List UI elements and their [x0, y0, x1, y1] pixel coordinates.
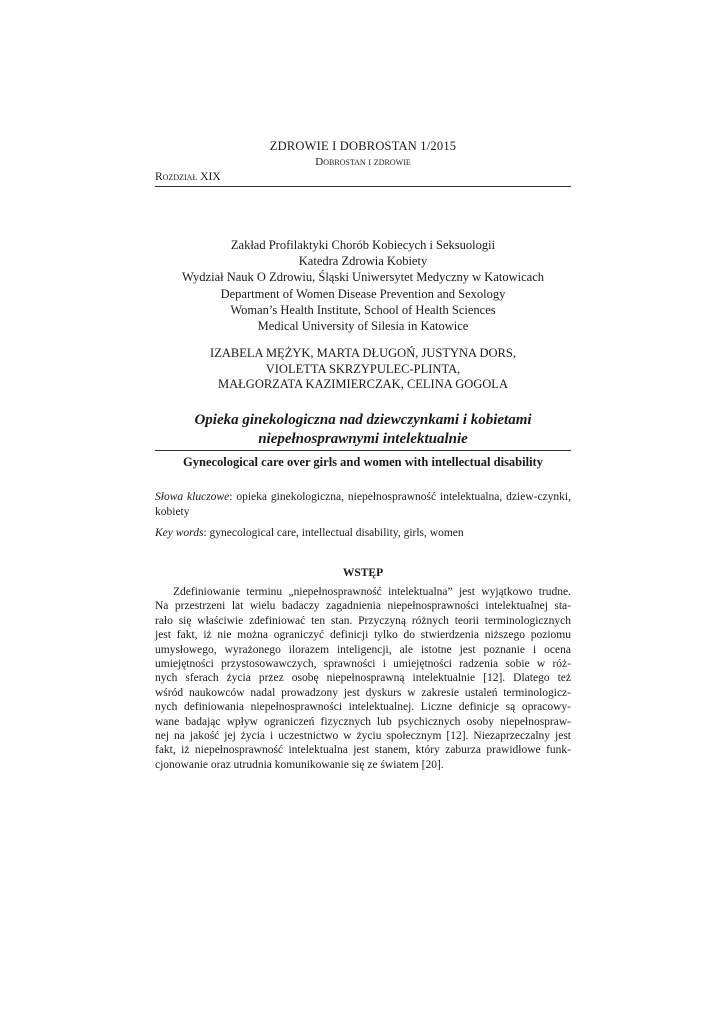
title-divider: [155, 450, 571, 451]
paragraph-line: cjonowanie oraz utrudnia komunikowanie się ze światem [20].: [155, 758, 444, 771]
article-title-english: Gynecological care over girls and women with intellectual disability: [183, 455, 543, 469]
affiliation-line: Zakład Profilaktyki Chorób Kobiecych i Seksuologii: [230, 238, 496, 252]
chapter-label: Rozdział XIX: [155, 171, 221, 183]
affiliation-line: Department of Women Disease Prevention and Sexology: [220, 286, 506, 301]
header-divider: [155, 186, 571, 187]
journal-subtitle: Dobrostan i zdrowie: [315, 156, 411, 168]
authors-block: [155, 346, 571, 393]
keywords-text: : opieka ginekologiczna, niepełnosprawność intelektualna, dziew-czynki, kobiety: [155, 491, 572, 518]
keywords-label: Key words: [155, 527, 204, 539]
body-paragraph: [155, 585, 571, 772]
paragraph-line: wśród naukowców nadal prowadzony jest dyskurs w zakresie ustaleń terminologicz-: [155, 686, 571, 699]
paragraph-line: fakt, iż niepełnosprawność intelektualna jest stanem, który zaburza prawidłowe funk-: [155, 744, 571, 757]
paragraph-line: Na przestrzeni lat wielu badaczy zagadnienia niepełnosprawności intelektualnej sta-: [155, 600, 571, 613]
affiliation-line: Medical University of Silesia in Katowice: [257, 319, 469, 334]
authors-line: IZABELA MĘŻYK, MARTA DŁUGOŃ, JUSTYNA DORS,: [210, 346, 516, 360]
keywords-english: [155, 527, 571, 539]
affiliation-line: Katedra Zdrowia Kobiety: [298, 254, 428, 269]
article-title-polish: [155, 411, 571, 449]
journal-title: ZDROWIE I DOBROSTAN 1/2015: [269, 139, 457, 153]
affiliation-block: [155, 237, 571, 334]
paragraph-line: jest fakt, iż nie można ograniczyć definicji tylko do stwierdzenia niższego poziomu: [155, 629, 571, 642]
affiliation-line: Woman’s Health Institute, School of Health Sciences: [230, 302, 496, 317]
title-line: Opieka ginekologiczna nad dziewczynkami i kobietami: [194, 412, 532, 428]
paragraph-line: Zdefiniowanie terminu „niepełnosprawność intelektualna” jest wyjątkowo trudne.: [173, 586, 571, 598]
keywords-label: Słowa kluczowe: [155, 491, 230, 503]
paragraph-line: umysłowego, wyrażonego ilorazem inteligencji, ale istotne jest poznanie i ocena: [155, 643, 571, 656]
paragraph-line: nych sferach życia przez osobę niepełnosprawną intelektualnie [12]. Dlatego też: [155, 672, 571, 685]
keywords-text: : gynecological care, intellectual disability, girls, women: [203, 527, 464, 539]
authors-line: VIOLETTA SKRZYPULEC-PLINTA,: [265, 361, 461, 376]
section-heading: WSTĘP: [342, 567, 384, 579]
paragraph-line: nej na jakość jej życia i uczestnictwo w życiu społecznym [12]. Niezaprzeczalny jest: [155, 729, 571, 742]
keywords-polish: [155, 490, 571, 519]
affiliation-line: Wydział Nauk O Zdrowiu, Śląski Uniwersytet Medyczny w Katowicach: [182, 270, 544, 285]
authors-line: MAŁGORZATA KAZIMIERCZAK, CELINA GOGOLA: [218, 377, 508, 391]
paragraph-line: nych definiowania niepełnosprawności intelektualnej. Liczne definicje są opracowy-: [155, 701, 571, 714]
title-line: niepełnosprawnymi intelektualnie: [258, 431, 468, 447]
paragraph-line: wane badając wpływ ograniczeń fizycznych lub psychicznych osoby niepełnospraw-: [155, 715, 571, 728]
paragraph-line: umiejętności przystosowawczych, sprawności i umiejętności radzenia sobie w róż-: [155, 657, 571, 670]
paragraph-line: rało się właściwie zdefiniować ten stan. Przyczyną różnych teorii terminologicznych: [155, 614, 571, 627]
